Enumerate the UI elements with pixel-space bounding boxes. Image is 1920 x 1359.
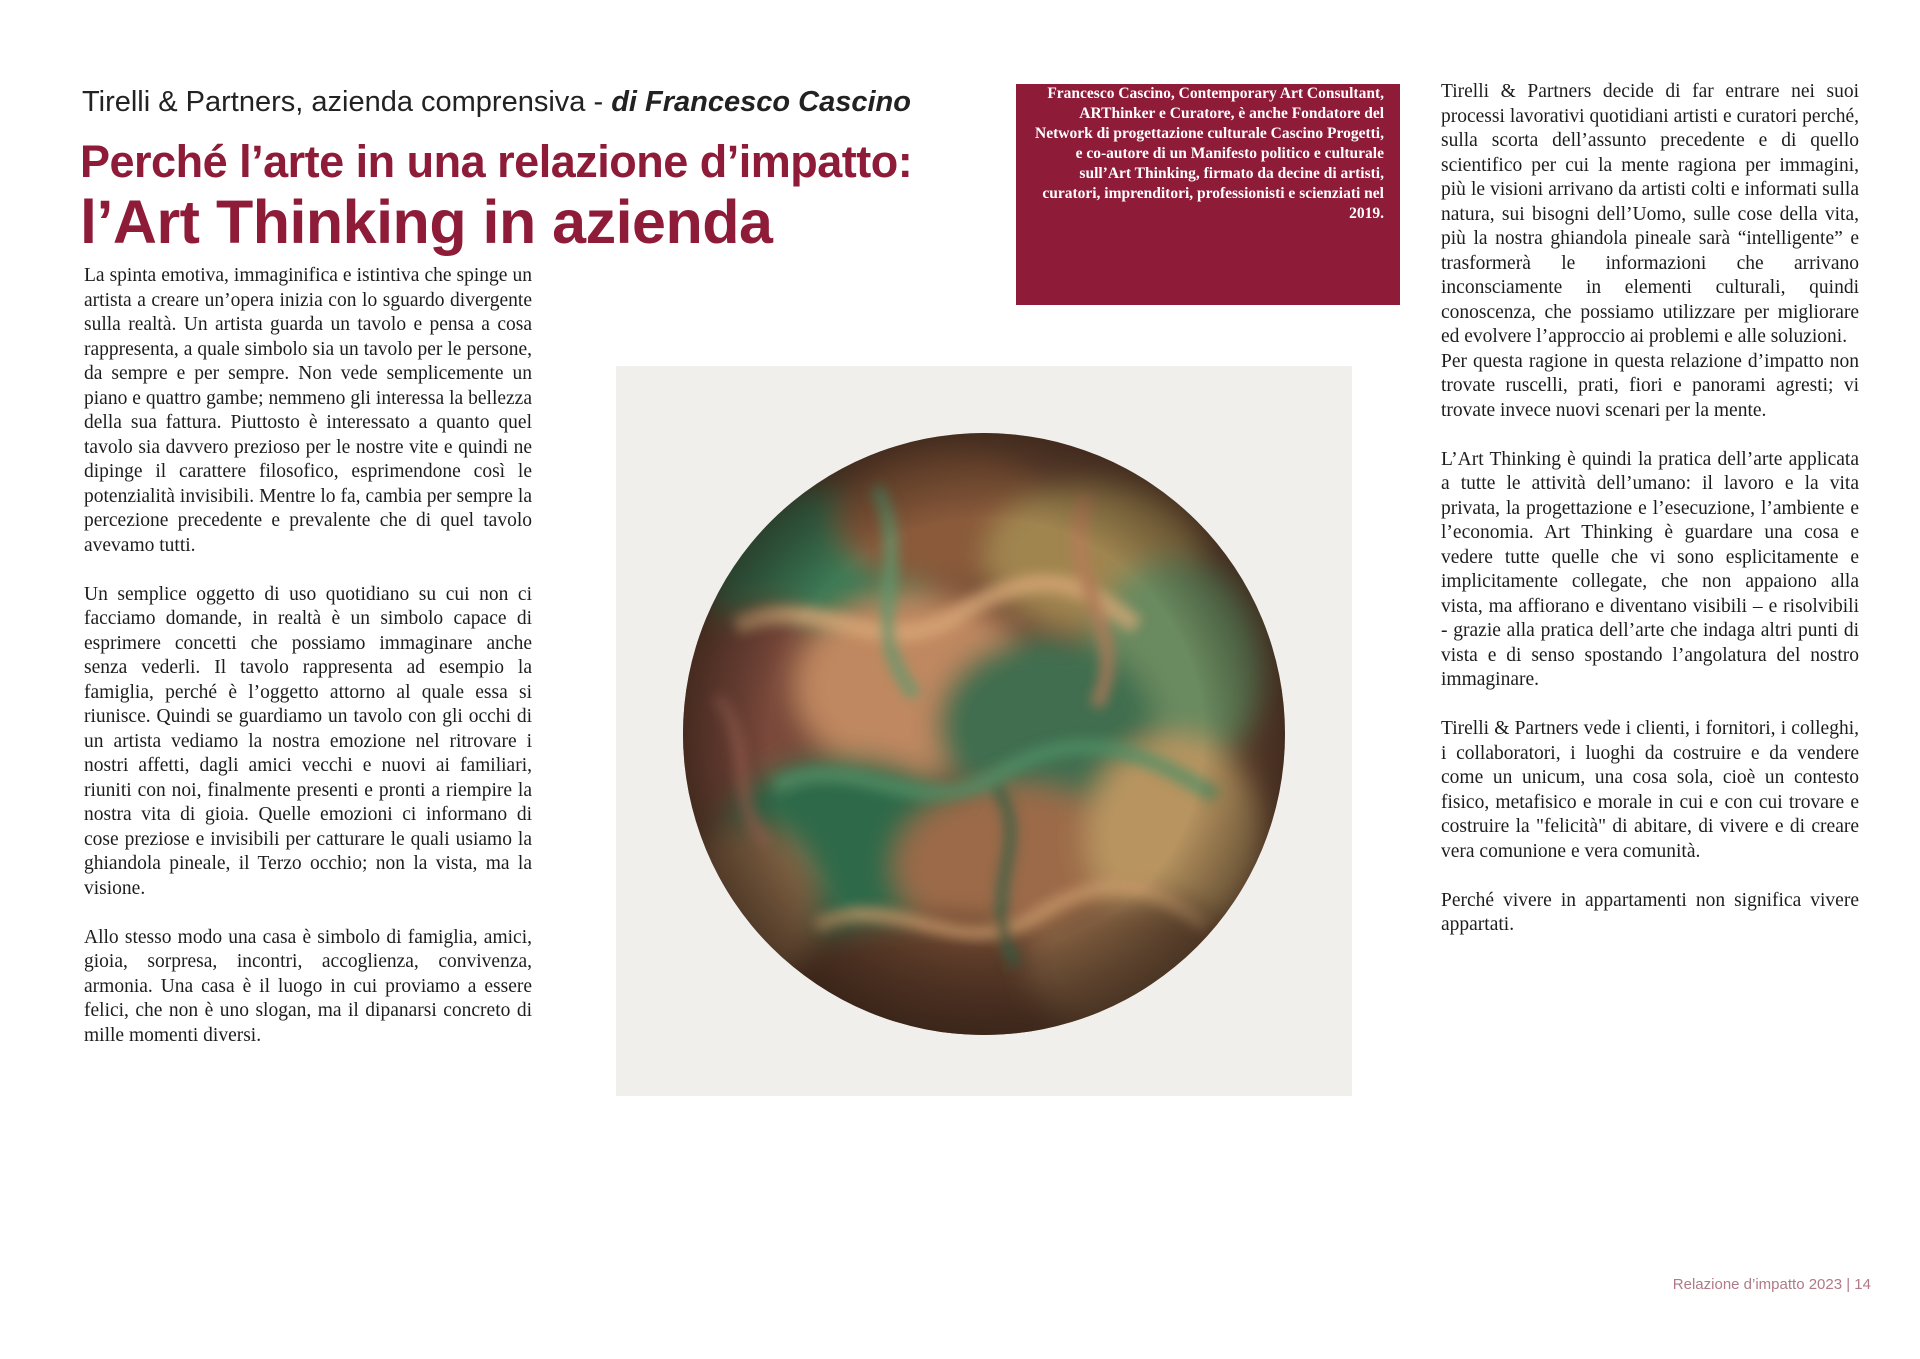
page-footer: Relazione d’impatto 2023 | 14 [1672,1276,1871,1293]
left-text-column [84,264,532,1048]
title-line-2: l’Art Thinking in azienda [80,188,773,256]
right-text-column [1441,80,1859,938]
right-paragraph-3: L’Art Thinking è quindi la pratica dell’arte applicata a tutte le attività dell’umano: il lavoro e la vita privata, la progettazione e l’esecuzione, l’ambiente e l’economia. Art Thinking è guardare una cosa e vedere tutte quelle che vi sono esplicitamente e implicitamente collegate, che non appaiono alla vista, ma affiorano e diventano visibili – e risolvibili - grazie alla pratica dell’arte che indaga altri punti di vista e di senso spostando l’angolatura del nostro immaginare. [1441,448,1859,690]
circular-painting [616,366,1352,1096]
left-paragraph-2: Un semplice oggetto di uso quotidiano su cui non ci facciamo domande, in realtà è un simbolo capace di esprimere concetti che possiamo immaginare anche senza vederli. Il tavolo rappresenta ad esempio la famiglia, perché è l’oggetto attorno al quale essa si riunisce. Quindi se guardiamo un tavolo con gli occhi di un artista vediamo la nostra emozione nel ritrovare i nostri affetti, dagli amici vecchi e nuovi ai familiari, riuniti con noi, finalmente presenti e pronti a riempire la nostra vita di gioia. Quelle emozioni ci informano di cose preziose e invisibili per catturare le quali usiamo la ghiandola pineale, il Terzo occhio; non la vista, ma la visione. [84,583,532,899]
right-paragraph-5: Perché vivere in appartamenti non significa vivere appartati. [1441,889,1859,935]
title-line-1: Perché l’arte in una relazione d’impatto: [80,136,913,187]
left-paragraph-1: La spinta emotiva, immaginifica e istintiva che spinge un artista a creare un’opera inizia con lo sguardo divergente sulla realtà. Un artista guarda un tavolo e pensa a cosa rappresenta, a quale simbolo sia un tavolo per le persone, da sempre e per sempre. Non vede semplicemente un piano e quattro gambe; nemmeno gli interessa la bellezza della sua fattura. Piuttosto è interessato a quanto quel tavolo sia davvero prezioso per le nostre vite e quindi ne dipinge il carattere filosofico, esprimendone così le potenzialità invisibili. Mentre lo fa, cambia per sempre la percezione precedente e prevalente che di quel tavolo avevamo tutti. [84,265,532,556]
article-kicker [82,84,962,120]
artwork-image [616,366,1352,1096]
left-paragraph-3: Allo stesso modo una casa è simbolo di famiglia, amici, gioia, sorpresa, incontri, accoglienza, convivenza, armonia. Una casa è il luogo in cui proviamo a essere felici, che non è uno slogan, ma il dipanarsi concreto di mille momenti diversi. [84,926,532,1046]
right-paragraph-1: Tirelli & Partners decide di far entrare nei suoi processi lavorativi quotidiani artisti e curatori perché, sulla scorta dell’assunto precedente e di quello scientifico per cui la mente ragiona per immagini, più le visioni arrivano da artisti colti e informati sulla natura, sui bisogni dell’Uomo, sulle cose della vita, più la nostra ghiandola pineale sarà “intelligente” e trasformerà le informazioni che arrivano inconsciamente in elementi culturali, quindi conoscenza, che possiamo utilizzare per migliorare ed evolvere l’approccio ai problemi e alle soluzioni. [1441,81,1859,347]
author-bio-text: Francesco Cascino, Contemporary Art Consultant, ARThinker e Curatore, è anche Fondatore del Network di progettazione culturale Cascino Progetti, e co-autore di un Manifesto politico e culturale sull’Art Thinking, firmato da decine di artisti, curatori, imprenditori, professionisti e scienziati nel 2019. [1035,85,1384,222]
kicker-author: di Francesco Cascino [611,86,911,118]
author-bio-box [1016,84,1400,305]
kicker-text: Tirelli & Partners, azienda comprensiva - [82,86,612,118]
right-paragraph-2: Per questa ragione in questa relazione d’impatto non trovate ruscelli, prati, fiori e panorami agresti; vi trovate invece nuovi scenari per la mente. [1441,350,1859,421]
right-paragraph-4: Tirelli & Partners vede i clienti, i fornitori, i colleghi, i collaboratori, i luoghi da costruire e da vendere come un unicum, una cosa sola, cioè un contesto fisico, metafisico e morale in cui e con cui trovare e costruire la "felicità" di abitare, di vivere e di creare vera comunione e vera comunità. [1441,718,1859,862]
